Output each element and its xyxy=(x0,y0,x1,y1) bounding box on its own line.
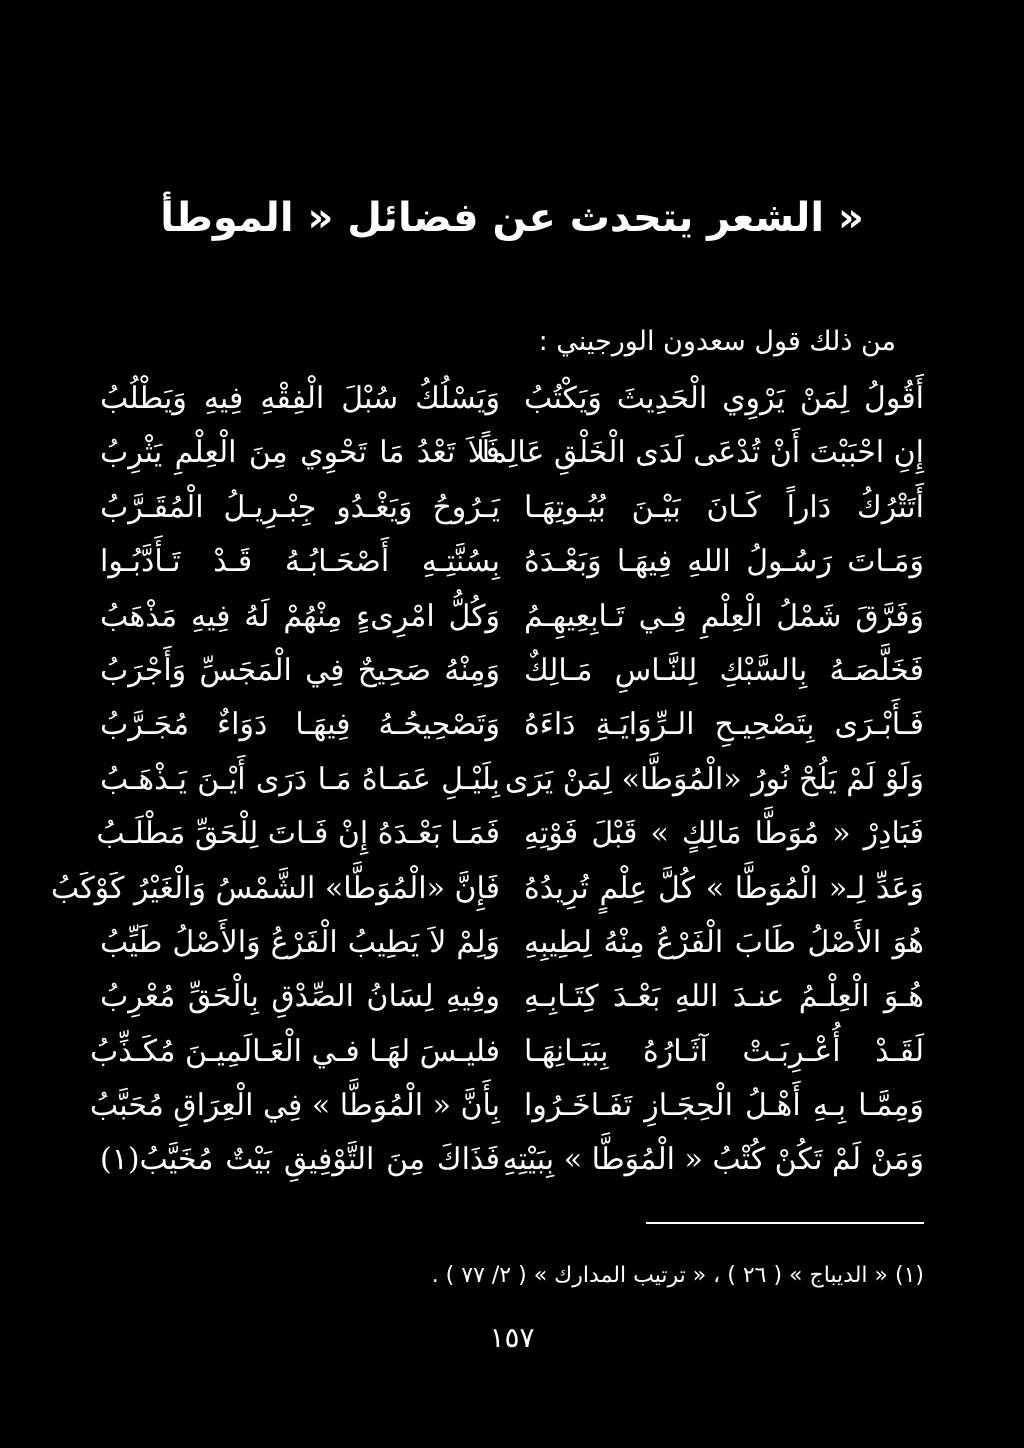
verse xyxy=(100,590,924,644)
verse-first-hemistich: فَبَادِرْ « مُوَطَّا مَالِكٍ » قَبْلَ فَوْتِهِ xyxy=(524,816,924,852)
footnote: (١) « الديباج » ( ٢٦ ) ، « ترتيب المدارك » ( ٢/ ٧٧ ) . xyxy=(431,1263,924,1288)
verse-second-hemistich: بِسُنَّتِـهِ أَصْحَـابُـهُ قَـدْ تَـأَدَّبُـوا xyxy=(100,544,500,580)
verse-first-hemistich: وَفَرَّقَ شَمْلُ الْعِلْمِ فِـي تَـابِعِيهِـمُ xyxy=(524,598,924,634)
verse xyxy=(90,1025,924,1079)
verse-first-hemistich: أَقُولُ لِمَنْ يَرْوِي الْحَدِيثَ وَيَكْتُبُ xyxy=(524,381,924,416)
verse-second-hemistich: فَمَـا بَعْـدَهُ إِنْ فَـاتَ لِلْحَقِّ مَطْلَـبُ xyxy=(96,816,500,852)
verse xyxy=(100,970,924,1024)
verse-second-hemistich: وَتَصْحِيحُـهُ فِيهَـا دَوَاءٌ مُجَـرَّبُ xyxy=(100,707,500,743)
page-title: « الشعر يتحدث عن فضائل « الموطأ xyxy=(160,195,864,241)
verse-first-hemistich: وَمَنْ لَمْ تَكُنْ كُتْبُ « الْمُوَطَّا » بِبَيْتِهِ xyxy=(502,1142,924,1178)
verse xyxy=(100,698,924,752)
verse-second-hemistich: بِأَنَّ « الْمُوَطَّا » فِي الْعِرَاقِ مُحَبَّبُ xyxy=(89,1088,500,1124)
verse-first-hemistich: هُـوَ الْعِلْـمُ عنـدَ اللهِ بَعْـدَ كِتَـابِـهِ xyxy=(524,979,924,1015)
verse-first-hemistich: فَـأَبْـرَى بِتَصْحِيـحِ الـرِّوَايَـةِ دَاءَهُ xyxy=(524,707,924,743)
verse-first-hemistich: إِنِ احْبَبْتَ أَنْ تُدْعَى لَدَى الْخَلْقِ عَالِماً xyxy=(481,435,924,471)
verse-second-hemistich: وفِيهِ لِسَانُ الصِّدْقِ بِالْحَقِّ مُعْرِبُ xyxy=(100,979,500,1015)
verse xyxy=(96,807,924,861)
verse-second-hemistich: يَـرُوحُ وَيَغْـدُو جِبْـرِيـلُ الْمُقَـرَّبُ xyxy=(100,489,500,525)
verse-second-hemistich: وَلِمْ لاَ يَطِيبُ الْفَرْعُ وَالأَصْلُ طَيِّبُ xyxy=(100,924,500,960)
verse-second-hemistich: بِلَيْـلِ عَمَـاهُ مَـا دَرَى أَيْـنَ يَـذْهَـبُ xyxy=(100,761,500,797)
verse xyxy=(100,481,924,535)
verse xyxy=(100,753,924,807)
verse-second-hemistich: وَكُلُّ امْرِىءٍ مِنْهُمْ لَهُ فِيهِ مَذْهَبُ xyxy=(100,598,500,634)
verse-second-hemistich: فَإِنَّ «الْمُوَطَّا» الشَّمْسُ وَالْغَيْرُ كَوْكَبُ xyxy=(50,870,500,906)
page-number: ١٥٧ xyxy=(489,1321,535,1354)
verse-first-hemistich: أَتَتْرُكُ دَاراً كَـانَ بَيْـنَ بُيُـوتِهَـا xyxy=(524,489,924,525)
verse-second-hemistich: وَيَسْلُكُ سُبْلَ الْفِقْهِ فِيهِ وَيَطْلُبُ xyxy=(100,381,500,416)
verse xyxy=(100,916,924,970)
verse-first-hemistich: وَمَـاتَ رَسُـولُ اللهِ فِيهَـا وَبَعْـدَهُ xyxy=(524,544,924,580)
verse-first-hemistich: وَلَوْ لَمْ يَلُحْ نُورُ «الْمُوَطَّا» لِمَنْ يَرَى xyxy=(504,761,924,797)
verse xyxy=(100,644,924,698)
intro-line: من ذلك قول سعدون الورجيني : xyxy=(538,326,896,357)
verse-first-hemistich: فَخَلَّصَـهُ بِالسَّبْكِ لِلنَّـاسِ مَـالِكٌ xyxy=(524,652,924,688)
verse xyxy=(100,426,924,480)
footnote-divider xyxy=(646,1222,924,1224)
verse-second-hemistich: فَذَاكَ مِنَ التَّوْفِيقِ بَيْتٌ مُخَيَّبُ(١) xyxy=(100,1142,500,1178)
verse xyxy=(100,535,924,589)
verse xyxy=(89,1079,924,1133)
poem xyxy=(50,372,924,1192)
verse-first-hemistich: لَقَـدْ أُعْـرِبَـتْ آثَـارُهُ بِبَيَـانِهَـا xyxy=(524,1033,924,1069)
verse-first-hemistich: وَمِمَّـا بِـهِ أَهْـلُ الْحِجَـازِ تَفَـاخَـرُوا xyxy=(524,1088,924,1124)
verse-first-hemistich: هُوَ الأَصْلُ طَابَ الْفَرْعُ مِنْهُ لِطِيبِهِ xyxy=(524,924,924,960)
verse xyxy=(100,1133,924,1187)
verse xyxy=(100,372,924,426)
verse-first-hemistich: وَعَدِّ لِـ« الْمُوَطَّا » كُلَّ عِلْمٍ تُرِيدُهُ xyxy=(524,870,924,906)
verse xyxy=(50,862,924,916)
verse-second-hemistich: فَلاَ تَعْدُ مَا تَحْوِي مِنَ الْعِلْمِ يَثْرِبُ xyxy=(100,435,500,471)
verse-second-hemistich: فليـسَ لهَـا فـي الْعَـالَمِيـنَ مُكَـذِّبُ xyxy=(90,1033,500,1069)
verse-second-hemistich: وَمِنْهُ صَحِيحٌ فِي الْمَجَسِّ وَأَجْرَبُ xyxy=(100,652,500,688)
